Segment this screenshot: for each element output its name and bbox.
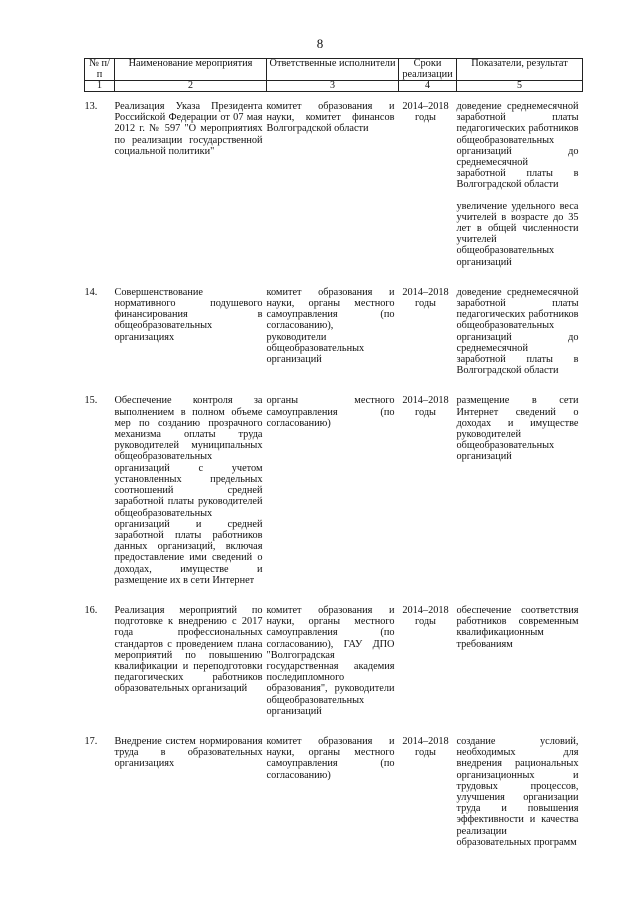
row-number: 15. (84, 395, 98, 407)
implementation-term: 2014–2018 годы (402, 735, 449, 759)
implementation-term: 2014–2018 годы (402, 604, 449, 628)
measure-name: Обеспечение контроля за выполнением в полном объеме мер по созданию прозрачного механизма оплаты труда руководителей муниципальных общеобразовательных организаций с учетом установленных предельных соотношений средней заработной платы руководителей общеобразовательных организаций и средней заработной платы работников данных организаций, включая предоставление ими сведений о доходах, имуществе и размещение их в сети Интернет (114, 395, 263, 586)
responsible-executors: комитет образования и науки, комитет финансов Волгоградской области (266, 101, 395, 135)
result-text: доведение среднемесячной заработной платы педагогических работников общеобразовательных организаций до среднемесячной заработной платы в Волгоградской области (456, 286, 579, 377)
column-number: 3 (267, 81, 399, 92)
measure-name: Реализация Указа Президента Российской Федерации от 07 мая 2012 г. № 597 "О мероприятиях по реализации государственной социальной политики" (114, 101, 263, 157)
result-cell (457, 729, 583, 860)
result-text: размещение в сети Интернет сведений о доходах и имуществе руководителей общеобразовательных организаций (456, 395, 579, 463)
result-text: создание условий, необходимых для внедрения рациональных организационных и трудовых процессов, улучшения организации труда и повышения эффективности и качества реализации образовательных программ (456, 735, 579, 848)
measure-name: Внедрение систем нормирования труда в образовательных организациях (114, 735, 263, 770)
responsible-executors: органы местного самоуправления (по согласованию) (266, 395, 395, 429)
result-text: доведение среднемесячной заработной платы педагогических работников общеобразовательных организаций до среднемесячной заработной платы в Волгоградской области (456, 101, 579, 191)
table-header (85, 59, 583, 92)
table-row (85, 729, 583, 860)
result-text: обеспечение соответствия работников современным квалификационным требованиям (456, 604, 579, 650)
implementation-term: 2014–2018 годы (402, 286, 449, 310)
responsible-executors: комитет образования и науки, органы местного самоуправления (по согласованию) (266, 735, 395, 781)
header-result: Показатели, результат (457, 59, 583, 81)
table-row (85, 388, 583, 597)
responsible-executors: комитет образования и науки, органы местного самоуправления (по согласованию), ГАУ ДПО "Волгоградская государственная академия последипломного образования", руководители общеобразовательных организаций (266, 604, 395, 717)
header-num: № п/п (85, 59, 115, 81)
measures-table (84, 58, 583, 860)
implementation-term: 2014–2018 годы (402, 395, 449, 418)
result-text: увеличение удельного веса учителей в возрасте до 35 лет в общей численности учителей общеобразовательных организаций (456, 200, 579, 268)
column-number: 5 (457, 81, 583, 92)
implementation-term: 2014–2018 годы (402, 101, 449, 124)
measure-name: Совершенствование нормативного подушевого финансирования в общеобразовательных организациях (114, 286, 263, 343)
row-number: 14. (84, 286, 98, 298)
row-number: 17. (84, 735, 98, 747)
result-cell (457, 92, 583, 280)
row-number: 13. (84, 101, 98, 112)
page-number: 8 (316, 36, 324, 51)
header-term: Сроки реализации (399, 59, 457, 81)
header-name: Наименование мероприятия (115, 59, 267, 81)
result-cell (457, 388, 583, 597)
responsible-executors: комитет образования и науки, органы местного самоуправления (по согласованию), руководители общеобразовательных организаций (266, 286, 395, 366)
column-numbers-row (85, 81, 583, 92)
column-number: 2 (115, 81, 267, 92)
column-number: 1 (85, 81, 115, 92)
table-row (85, 598, 583, 729)
header-responsible: Ответственные исполнители (267, 59, 399, 81)
table-row (85, 92, 583, 280)
result-cell (457, 598, 583, 729)
measure-name: Реализация мероприятий по подготовке к внедрению с 2017 года профессиональных стандартов с проведением плана мероприятий по повышению квалификации и переподготовки педагогических работников образовательных организаций (114, 604, 263, 695)
table-row (85, 280, 583, 389)
result-cell (457, 280, 583, 389)
column-number: 4 (399, 81, 457, 92)
row-number: 16. (84, 604, 98, 616)
